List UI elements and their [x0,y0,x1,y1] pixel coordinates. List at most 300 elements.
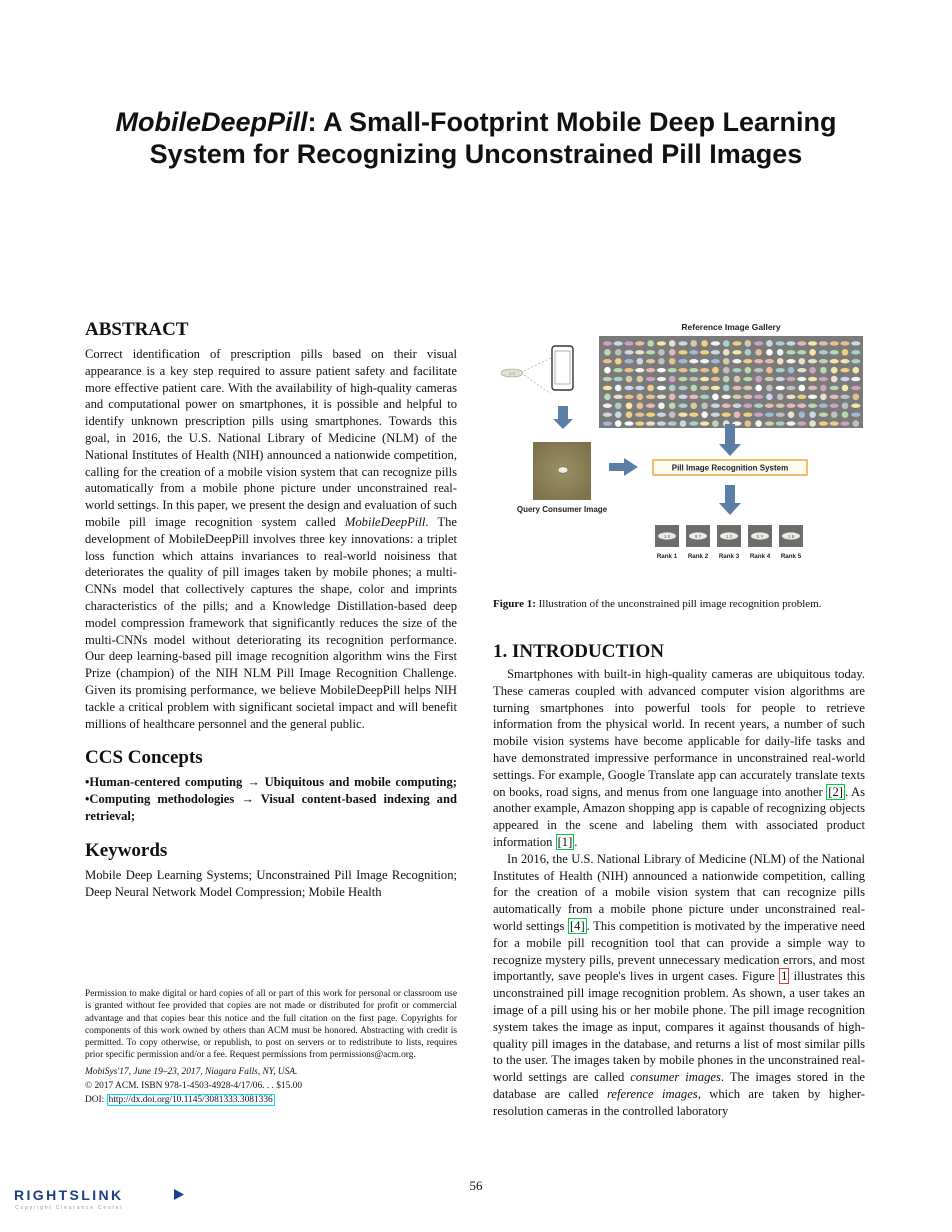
gallery-pill [776,404,785,408]
doi-line [85,1094,457,1106]
gallery-pill [732,368,741,372]
gallery-pill [723,340,730,347]
rank-label: Rank 3 [718,553,740,560]
gallery-pill [851,404,860,408]
gallery-pill [732,386,741,390]
gallery-pill [734,411,741,418]
gallery-pill [669,385,676,392]
paper-title [60,106,892,170]
figure-1 [493,318,873,588]
gallery-pill [614,368,623,372]
gallery-pill [646,368,655,372]
gallery-pill [765,412,774,416]
gallery-pill [754,359,763,363]
intro-p1-text-c: . [574,834,578,849]
gallery-pill [635,421,644,425]
gallery-pill [701,411,708,418]
gallery-pill [797,377,806,381]
citation-link[interactable]: [2] [828,784,843,799]
gallery-pill [701,402,708,409]
gallery-pill [678,359,687,363]
gallery-pill [603,412,612,416]
gallery-pill [797,421,806,425]
query-label: Query Consumer Image [516,505,608,514]
gallery-pill [755,349,762,356]
gallery-pill [809,420,816,427]
gallery-pill [851,341,860,345]
gallery-pill [657,368,666,372]
gallery-pill [754,404,763,408]
gallery-pill [658,402,665,409]
gallery-pill [657,421,666,425]
gallery-pill [831,367,838,374]
pill-sample [501,369,523,377]
gallery-pill [657,386,666,390]
gallery-pill [678,350,687,354]
reference-gallery [599,336,863,428]
abstract-body [85,346,457,732]
gallery-pill [657,395,666,399]
gallery-pill [711,341,720,345]
gallery-pill [678,341,687,345]
system-label: Pill Image Recognition System [671,463,789,473]
permission-text: Permission to make digital or hard copies of all or part of this work for personal or classroom use is granted without fee provided that copies are not made or distributed for profit or commercial advantage and that copies bear this notice and the full citation on the first page. Copyrights for components of this work owned by others than ACM must be honored. Abstracting with credit is permitted. To copy otherwise, or republish, to post on servers or to redistribute to lists, requires prior specific permission and/or a fee. Request permissions from permissions@acm.org. [85,989,457,1061]
gallery-pill [711,386,720,390]
gallery-pill [635,368,644,372]
gallery-pill [755,385,762,392]
gallery-pill [819,404,828,408]
gallery-pill [669,402,676,409]
gallery-pill [797,404,806,408]
intro-p2-text-b: . This competition is motivated by the imperative need for a mobile pill recognition tool that can provide a simple way to recognize mystery pills, prevent unnecessary medication errors, and most importantly, save people's lives in urgent cases. Figure [493,918,865,984]
gallery-pill [851,377,860,381]
rightslink-wordmark: RIGHTSLINK [14,1187,124,1203]
rank-imprint: 1 2 [725,533,733,539]
gallery-pill [646,350,655,354]
gallery-pill [776,412,785,416]
gallery-pill [669,358,676,365]
gallery-pill [808,395,817,399]
intro-paragraph-1 [493,666,865,851]
rank-imprint: 9 7 [694,533,702,539]
gallery-pill [745,340,752,347]
gallery-pill [722,404,731,408]
title-system-name: MobileDeepPill [115,107,308,137]
gallery-pill [786,359,795,363]
gallery-pill [754,368,763,372]
gallery-pill [766,394,773,401]
gallery-pill [689,359,698,363]
gallery-pill [678,377,687,381]
gallery-pill [723,367,730,374]
gallery-pill [755,376,762,383]
rank-label: Rank 5 [780,553,802,560]
gallery-pill [766,340,773,347]
intro-p1-text-a: Smartphones with built-in high-quality cameras are ubiquitous today. These cameras coupled with advanced computer vision algorithms are turning smartphones into powerful tools for people to retrieve information from the physical world. In recent years, a number of such mobile vision systems have become applicable for daily-life tasks and have demonstrated impressive performance in unconstrained real-world settings. For example, Google Translate app can accurately translate texts on books, road signs, and menus from one language into another [493,667,865,799]
gallery-pill [722,412,731,416]
gallery-pill [624,350,633,354]
gallery-pill [626,402,633,409]
gallery-pill [755,420,762,427]
rank-label: Rank 4 [749,553,771,560]
gallery-pill [691,385,698,392]
gallery-pill [669,376,676,383]
gallery-pill [689,350,698,354]
ccs-heading: CCS Concepts [85,747,203,769]
intro-p2-text-a: In 2016, the U.S. National Library of Medicine (NLM) of the National Institutes of Health (NIH) announced a nationwide competition, calling for the creation of a mobile vision system that can recognize pills automatically from a mobile phone picture under unconstrained real-world settings [493,851,865,933]
rank-imprint: S Y [756,533,764,539]
gallery-pill [842,349,849,356]
gallery-pill [711,412,720,416]
gallery-pill [668,368,677,372]
intro-heading: 1. INTRODUCTION [493,641,665,662]
gallery-pill [788,367,795,374]
gallery-pill [635,412,644,416]
gallery-pill [658,358,665,365]
gallery-pill [624,386,633,390]
gallery-pill [711,377,720,381]
title-line1-rest: : A Small-Footprint Mobile Deep Learning [307,107,837,137]
gallery-pill [732,404,741,408]
gallery-pill [830,359,839,363]
gallery-pill [776,377,785,381]
gallery-pill [788,411,795,418]
gallery-pill [745,349,752,356]
gallery-pill [776,421,785,425]
gallery-pill [658,349,665,356]
gallery-pill [603,421,612,425]
gallery-pill [615,402,622,409]
gallery-pill [743,377,752,381]
arrow-down-icon [553,406,573,429]
gallery-pill [624,395,633,399]
gallery-label: Reference Image Gallery [681,322,781,332]
gallery-pill [745,420,752,427]
gallery-pill [786,386,795,390]
gallery-pill [765,377,774,381]
gallery-pill [723,349,730,356]
gallery-pill [603,404,612,408]
gallery-pill [743,359,752,363]
gallery-pill [766,367,773,374]
gallery-pill [799,411,806,418]
gallery-pill [743,412,752,416]
gallery-pill [842,385,849,392]
gallery-pill [723,385,730,392]
abstract-system-name: MobileDeepPill [344,514,426,529]
gallery-pill [624,341,633,345]
gallery-pill [626,411,633,418]
gallery-pill [777,349,784,356]
gallery-pill [853,394,860,401]
abstract-text-1: Correct identification of prescription pills based on their visual appearance is a key step required to assure patient safety and facilitate more effective patient care. With the availability of high-quality cameras and computational power on smartphones, it is possible and helpful to identify unknown prescription pills using smartphones. Towards this goal, in 2016, the U.S. National Library of Medicine (NLM) of the National Institutes of Health (NIH) announced a nationwide competition, calling for the creation of a mobile vision system that can recognize pills automatically from a mobile phone picture under unconstrained real-world settings. In this paper, we present the design and evaluation of such mobile pill image recognition system called [85,347,457,529]
gallery-pill [754,341,763,345]
gallery-pill [701,340,708,347]
gallery-pill [840,377,849,381]
gallery-pill [689,421,698,425]
gallery-pill [624,368,633,372]
caption-label: Figure 1: [493,598,536,610]
gallery-pill [604,367,611,374]
caption-text: Illustration of the unconstrained pill image recognition problem. [535,598,822,610]
gallery-pill [647,340,654,347]
gallery-pill [851,386,860,390]
gallery-pill [614,377,623,381]
gallery-pill [732,341,741,345]
gallery-pill [743,386,752,390]
gallery-pill [669,394,676,401]
doi-link[interactable]: http://dx.doi.org/10.1145/3081333.3081336 [108,1095,273,1106]
gallery-pill [831,376,838,383]
gallery-pill [646,404,655,408]
gallery-pill [691,340,698,347]
intro-p2-text-c: illustrates this unconstrained pill image recognition problem. As shown, a user takes an image of a pill using his or her mobile phone. The pill image recognition system takes the image as input, compares it against thousands of high-quality pill images in the database, and returns a list of most similar pills to the user. The images taken by mobile phones in the unconstrained real-world settings are called [493,969,865,1085]
gallery-pill [657,341,666,345]
gallery-pill [732,350,741,354]
gallery-pill [830,386,839,390]
gallery-pill [678,412,687,416]
gallery-pill [820,367,827,374]
gallery-pill [797,368,806,372]
intro-term-consumer: consumer images [630,1070,721,1085]
gallery-pill [819,377,828,381]
gallery-pill [635,386,644,390]
gallery-pill [678,368,687,372]
gallery-pill [808,377,817,381]
rank-imprint: 1 0 [663,533,671,539]
gallery-pill [851,350,860,354]
gallery-pill [624,421,633,425]
gallery-pill [603,341,612,345]
gallery-pill [797,350,806,354]
gallery-pill [777,394,784,401]
gallery-pill [786,350,795,354]
rightslink-subtitle: Copyright Clearance Center [15,1205,124,1211]
gallery-pill [700,359,709,363]
gallery-pill [647,385,654,392]
gallery-pill [700,377,709,381]
gallery-pill [819,359,828,363]
gallery-pill [691,402,698,409]
page-number: 56 [469,1178,483,1193]
play-icon [174,1189,184,1200]
gallery-pill [842,402,849,409]
gallery-pill [615,420,622,427]
gallery-pill [689,368,698,372]
gallery-pill [842,411,849,418]
gallery-pill [819,421,828,425]
rank-label: Rank 2 [687,553,709,560]
left-column [85,318,457,900]
abstract-text-2: . The development of MobileDeepPill involves three key innovations: a triplet loss function which attains invariances to real-world noisiness that deteriorates the quality of pill images taken by mobile phones; a multi-CNNs model that collectively captures the shape, color and imprints characteristics of the pills; and a Knowledge Distillation-based deep model compression framework that significantly reduces the size of the multi-CNNs model without deteriorating its recognition performance. Our deep learning-based pill image recognition algorithm wins the First Prize (champion) of the NIH NLM Pill Image Recognition Challenge. Given its promising performance, we believe MobileDeepPill helps NIH tackle a critical problem with significant societal impact and will benefit millions of healthcare personnel and the general public. [85,514,457,731]
gallery-pill [646,395,655,399]
gallery-pill [678,395,687,399]
gallery-pill [840,395,849,399]
gallery-pill [712,420,719,427]
gallery-pill [820,385,827,392]
gallery-pill [615,411,622,418]
gallery-pill [830,404,839,408]
gallery-pill [700,386,709,390]
gallery-pill [689,395,698,399]
rank-results [655,525,803,560]
citation-link[interactable]: [1] [557,834,573,849]
gallery-pill [809,349,816,356]
gallery-pill [840,359,849,363]
keywords-body: Mobile Deep Learning Systems; Unconstrained Pill Image Recognition; Deep Neural Network Model Compression; Mobile Health [85,867,457,899]
gallery-pill [615,358,622,365]
title-line2: System for Recognizing Unconstrained Pill Images [149,139,803,169]
gallery-pill [723,376,730,383]
gallery-pill [840,341,849,345]
gallery-pill [712,367,719,374]
gallery-pill [603,377,612,381]
gallery-pill [831,411,838,418]
gallery-pill [614,395,623,399]
query-image [533,442,591,500]
gallery-pill [646,359,655,363]
gallery-pill [711,350,720,354]
copyright-info: © 2017 ACM. ISBN 978-1-4503-4928-4/17/06. . . $15.00 [85,1081,303,1092]
gallery-pill [637,358,644,365]
doi-label: DOI: [85,1095,107,1106]
gallery-pill [700,350,709,354]
gallery-pill [777,358,784,365]
gallery-pill [646,412,655,416]
gallery-pill [614,341,623,345]
gallery-pill [786,404,795,408]
abstract-heading: ABSTRACT [85,319,189,340]
gallery-pill [765,359,774,363]
figure-reference-link[interactable]: 1 [781,969,788,984]
gallery-pill [615,385,622,392]
gallery-pill [786,421,795,425]
phone-icon [552,346,573,390]
gallery-pill [808,341,817,345]
gallery-pill [766,349,773,356]
gallery-pill [668,421,677,425]
citation-link[interactable]: [4] [569,918,585,933]
gallery-pill [657,412,666,416]
gallery-pill [743,404,752,408]
gallery-pill [765,421,774,425]
gallery-pill [732,395,741,399]
intro-term-reference: reference images [607,1086,698,1101]
arrow-down-icon [719,485,741,515]
intro-paragraph-2 [493,851,865,1120]
gallery-pill [637,402,644,409]
gallery-pill [615,349,622,356]
gallery-pill [637,394,644,401]
gallery-pill [808,359,817,363]
gallery-pill [689,377,698,381]
gallery-pill [754,412,763,416]
gallery-pill [745,367,752,374]
conference-info: MobiSys'17, June 19–23, 2017, Niagara Falls, NY, USA. [85,1066,298,1077]
figure-diagram [493,318,873,588]
gallery-pill [819,412,828,416]
svg-text:2 3: 2 3 [509,371,515,376]
gallery-pill [635,350,644,354]
gallery-pill [669,411,676,418]
gallery-pill [669,340,676,347]
gallery-pill [637,376,644,383]
figure-caption [493,598,873,610]
gallery-pill [635,341,644,345]
gallery-pill [786,341,795,345]
rightslink-logo[interactable] [14,1186,189,1212]
gallery-pill [799,358,806,365]
gallery-pill [851,359,860,363]
gallery-pill [776,368,785,372]
gallery-pill [700,395,709,399]
gallery-pill [734,376,741,383]
gallery-pill [840,368,849,372]
gallery-pill [840,421,849,425]
gallery-pill [680,420,687,427]
gallery-pill [786,377,795,381]
gallery-pill [700,421,709,425]
gallery-pill [700,368,709,372]
gallery-pill [711,359,720,363]
gallery-pill [678,404,687,408]
gallery-pill [809,367,816,374]
gallery-pill [766,385,773,392]
keywords-heading: Keywords [85,839,168,861]
gallery-pill [830,341,839,345]
intro-p2-text-e: , which are taken by higher-resolution cameras in the controlled laboratory [493,1086,865,1118]
gallery-pill [604,394,611,401]
gallery-pill [711,404,720,408]
recognition-system-box [653,460,807,475]
gallery-pill [743,395,752,399]
gallery-pill [646,377,655,381]
gallery-pill [830,350,839,354]
gallery-pill [776,341,785,345]
gallery-pill [732,359,741,363]
gallery-pill [853,420,860,427]
rank-imprint: 1 9 [787,533,795,539]
gallery-pill [776,386,785,390]
gallery-pill [797,395,806,399]
gallery-pill [669,349,676,356]
intro-p2-text-d: . The images stored in the database are called [493,1070,865,1101]
gallery-pill [820,394,827,401]
gallery-pill [808,386,817,390]
ccs-body: •Human-centered computing → Ubiquitous and mobile computing; •Computing methodologies → Visual content-based indexing and retrieval; [85,775,457,823]
gallery-pill [765,404,774,408]
gallery-pill [830,395,839,399]
gallery-pill [808,404,817,408]
gallery-pill [603,386,612,390]
gallery-pill [712,394,719,401]
arrow-down-icon [719,424,741,456]
gallery-pill [626,376,633,383]
gallery-pill [853,367,860,374]
gallery-pill [754,395,763,399]
gallery-pill [603,359,612,363]
gallery-pill [723,358,730,365]
right-column [493,640,865,1120]
gallery-pill [689,412,698,416]
permission-notice [85,988,457,1107]
gallery-pill [646,421,655,425]
gallery-pill [830,421,839,425]
intro-p1-text-b: . As another example, Amazon shopping app is capable of recognizing objects appeared in the scene and labeling them with associated product information [493,784,865,849]
gallery-pill [809,411,816,418]
arrow-right-icon [609,458,638,476]
gallery-pill [819,341,828,345]
